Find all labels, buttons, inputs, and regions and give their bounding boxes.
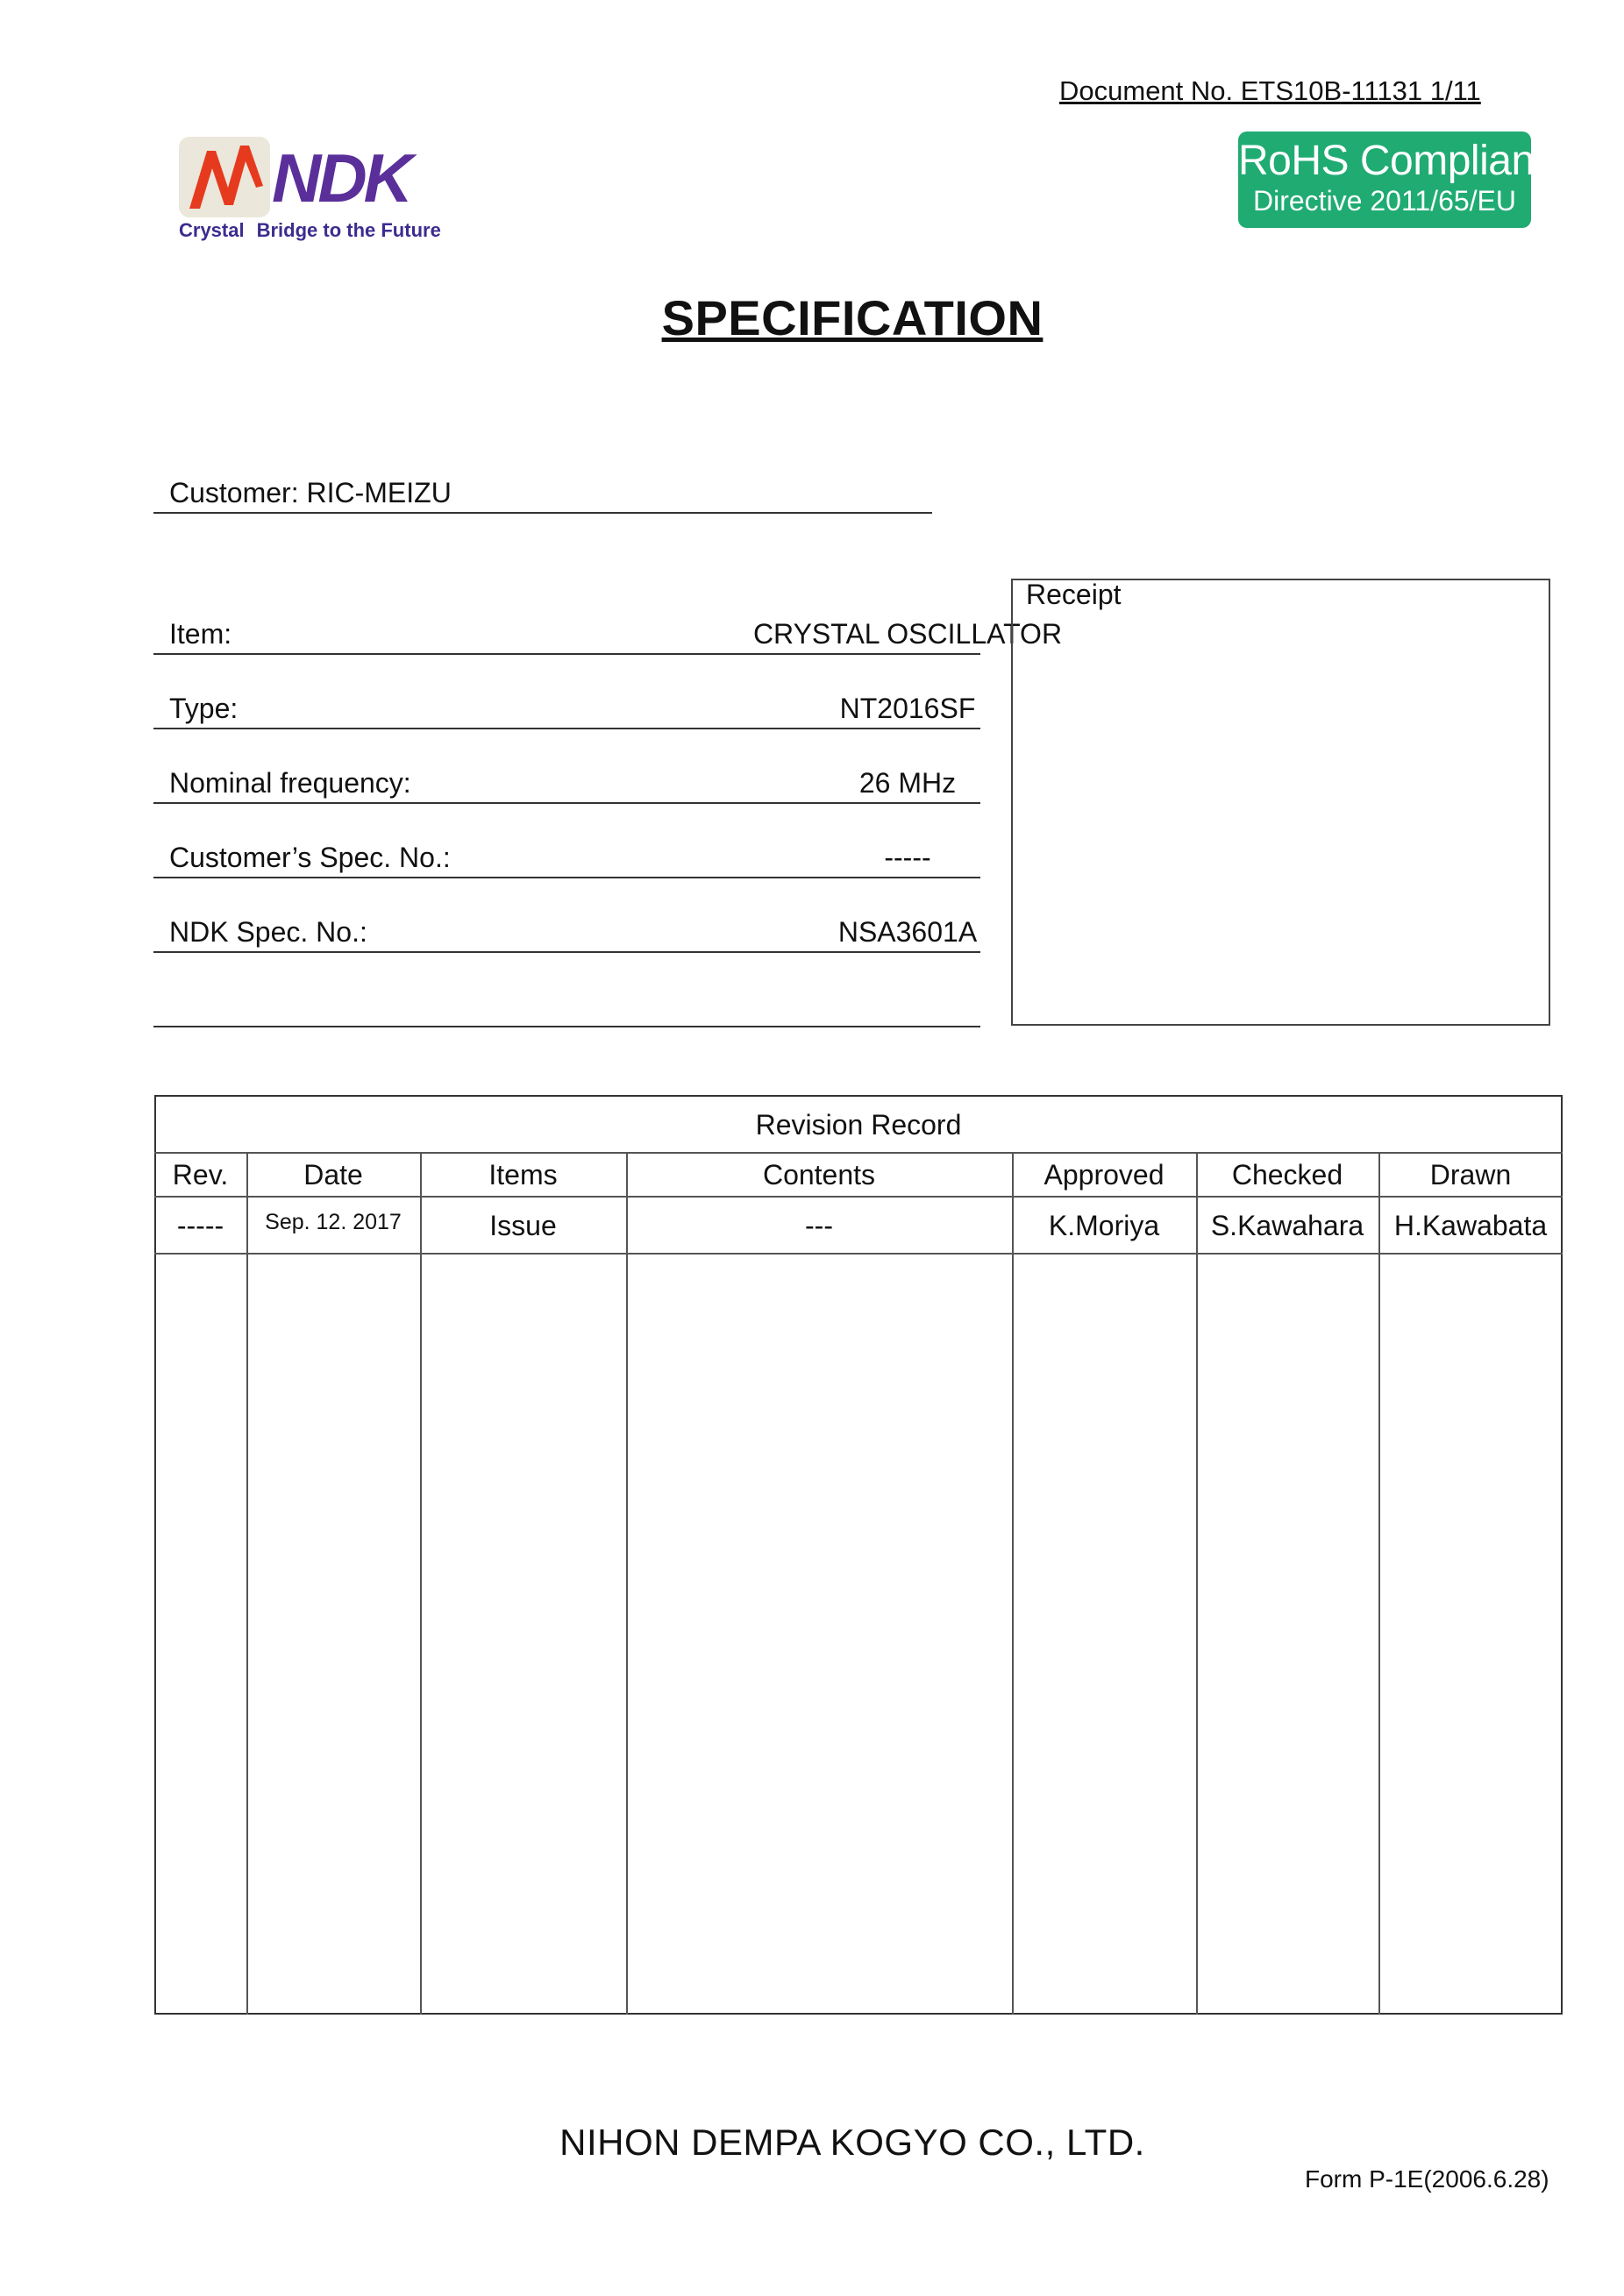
column-header-contents: Contents <box>762 1159 876 1191</box>
logo-tagline-crystal: Crystal <box>179 219 245 241</box>
table-divider <box>154 1253 1563 1255</box>
table-cell-items: Issue <box>489 1210 557 1241</box>
table-cell-drawn: H.Kawabata <box>1393 1210 1548 1241</box>
rohs-directive: Directive 2011/65/EU <box>1253 185 1516 217</box>
column-divider <box>1012 1152 1014 2015</box>
field-value: NSA3601A <box>837 916 978 948</box>
table-divider <box>154 1196 1563 1198</box>
field-nominal-frequency <box>153 767 980 804</box>
table-cell-approved: K.Moriya <box>1048 1210 1160 1241</box>
svg-text:NDK: NDK <box>272 139 410 217</box>
column-header-date: Date <box>303 1159 363 1191</box>
rohs-badge <box>1238 132 1546 228</box>
form-number: Form P-1E(2006.6.28) <box>1305 2165 1549 2193</box>
field-label: NDK Spec. No.: <box>169 916 367 948</box>
field-ndk-spec-no <box>153 916 980 953</box>
field-value: CRYSTAL OSCILLATOR <box>752 618 1063 650</box>
column-header-approved: Approved <box>1043 1159 1165 1191</box>
field-label: Nominal frequency: <box>169 767 411 799</box>
table-cell-contents: --- <box>805 1210 833 1241</box>
column-divider <box>1196 1152 1198 2015</box>
field-blank <box>153 991 980 1027</box>
table-divider <box>154 1152 1563 1154</box>
field-value: ----- <box>884 842 931 873</box>
field-value: NT2016SF <box>839 693 976 724</box>
field-value: 26 MHz <box>858 767 957 799</box>
company-name: NIHON DEMPA KOGYO CO., LTD. <box>559 2122 1145 2163</box>
table-cell-checked: S.Kawahara <box>1210 1210 1364 1241</box>
field-item <box>153 618 1063 655</box>
receipt-box <box>1011 579 1550 1026</box>
column-header-checked: Checked <box>1231 1159 1343 1191</box>
receipt-label: Receipt <box>1026 579 1122 610</box>
field-customer-spec-no <box>153 842 980 878</box>
revision-record-title: Revision Record <box>755 1109 962 1141</box>
column-header-drawn: Drawn <box>1429 1159 1512 1191</box>
column-divider <box>246 1152 248 2015</box>
table-cell-rev: ----- <box>176 1210 224 1241</box>
field-label: Type: <box>169 693 239 724</box>
column-divider <box>420 1152 422 2015</box>
field-type <box>153 693 980 729</box>
column-header-rev: Rev. <box>172 1159 229 1191</box>
column-divider <box>1378 1152 1380 2015</box>
document-number: Document No. ETS10B-11131 1/11 <box>1059 75 1481 106</box>
rohs-title: RoHS Compliant <box>1238 138 1546 184</box>
field-label: Item: <box>169 618 232 650</box>
customer-label: Customer: RIC-MEIZU <box>169 477 452 508</box>
field-label: Customer’s Spec. No.: <box>169 842 451 873</box>
page-title: SPECIFICATION <box>661 290 1043 345</box>
table-cell-date: Sep. 12. 2017 <box>265 1210 402 1234</box>
logo-tagline-bridge: Bridge to the Future <box>256 219 441 241</box>
column-header-items: Items <box>488 1159 558 1191</box>
column-divider <box>626 1152 628 2015</box>
logo-tagline <box>179 219 441 242</box>
